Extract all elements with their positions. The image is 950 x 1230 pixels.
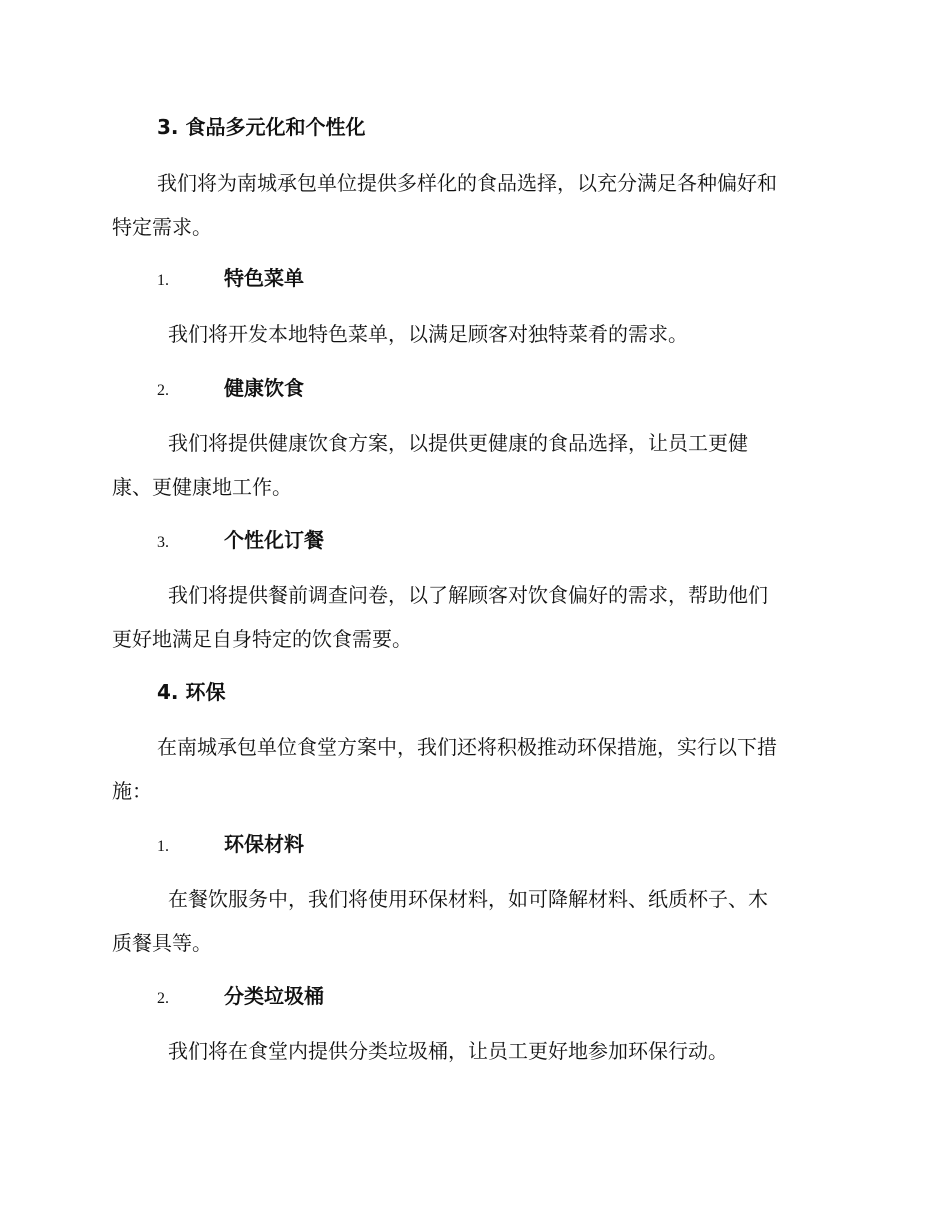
list-item-paragraph [112, 573, 834, 661]
list-item-paragraph [112, 312, 834, 356]
section-heading: 4. 环保 [157, 680, 226, 704]
list-item-title: 特色菜单 [224, 266, 304, 290]
list-item-title: 分类垃圾桶 [224, 984, 324, 1008]
paragraph-line: 我们将提供健康饮食方案，以提供更健康的食品选择，让员工更健 [168, 431, 748, 455]
list-item-number: 3. [157, 534, 169, 551]
paragraph-line: 康、更健康地工作。 [112, 475, 292, 499]
paragraph-line: 施： [112, 779, 152, 803]
list-item-heading [157, 375, 304, 404]
paragraph-line: 质餐具等。 [112, 931, 212, 955]
list-item-heading [157, 983, 324, 1012]
list-item-title: 健康饮食 [224, 376, 304, 400]
paragraph-line: 在南城承包单位食堂方案中，我们还将积极推动环保措施，实行以下措 [157, 735, 777, 759]
list-item-paragraph [112, 1029, 834, 1073]
paragraph-line: 我们将开发本地特色菜单，以满足顾客对独特菜肴的需求。 [168, 322, 688, 346]
list-item-title: 环保材料 [224, 832, 304, 856]
paragraph-line: 我们将在食堂内提供分类垃圾桶，让员工更好地参加环保行动。 [168, 1039, 728, 1063]
paragraph-line: 在餐饮服务中，我们将使用环保材料，如可降解材料、纸质杯子、木 [168, 887, 768, 911]
section-intro-paragraph [112, 161, 834, 249]
list-item-number: 2. [157, 382, 169, 399]
list-item-paragraph [112, 421, 834, 509]
list-item-number: 2. [157, 990, 169, 1007]
list-item-heading [157, 831, 304, 860]
paragraph-line: 我们将提供餐前调查问卷，以了解顾客对饮食偏好的需求，帮助他们 [168, 583, 768, 607]
list-item-paragraph [112, 877, 834, 965]
paragraph-line: 更好地满足自身特定的饮食需要。 [112, 627, 412, 651]
list-item-number: 1. [157, 272, 169, 289]
list-item-title: 个性化订餐 [224, 528, 324, 552]
paragraph-line: 特定需求。 [112, 215, 212, 239]
section-heading: 3. 食品多元化和个性化 [157, 115, 366, 139]
list-item-heading [157, 265, 304, 294]
list-item-number: 1. [157, 838, 169, 855]
list-item-heading [157, 527, 324, 556]
paragraph-line: 我们将为南城承包单位提供多样化的食品选择，以充分满足各种偏好和 [157, 171, 777, 195]
section-intro-paragraph [112, 725, 834, 813]
